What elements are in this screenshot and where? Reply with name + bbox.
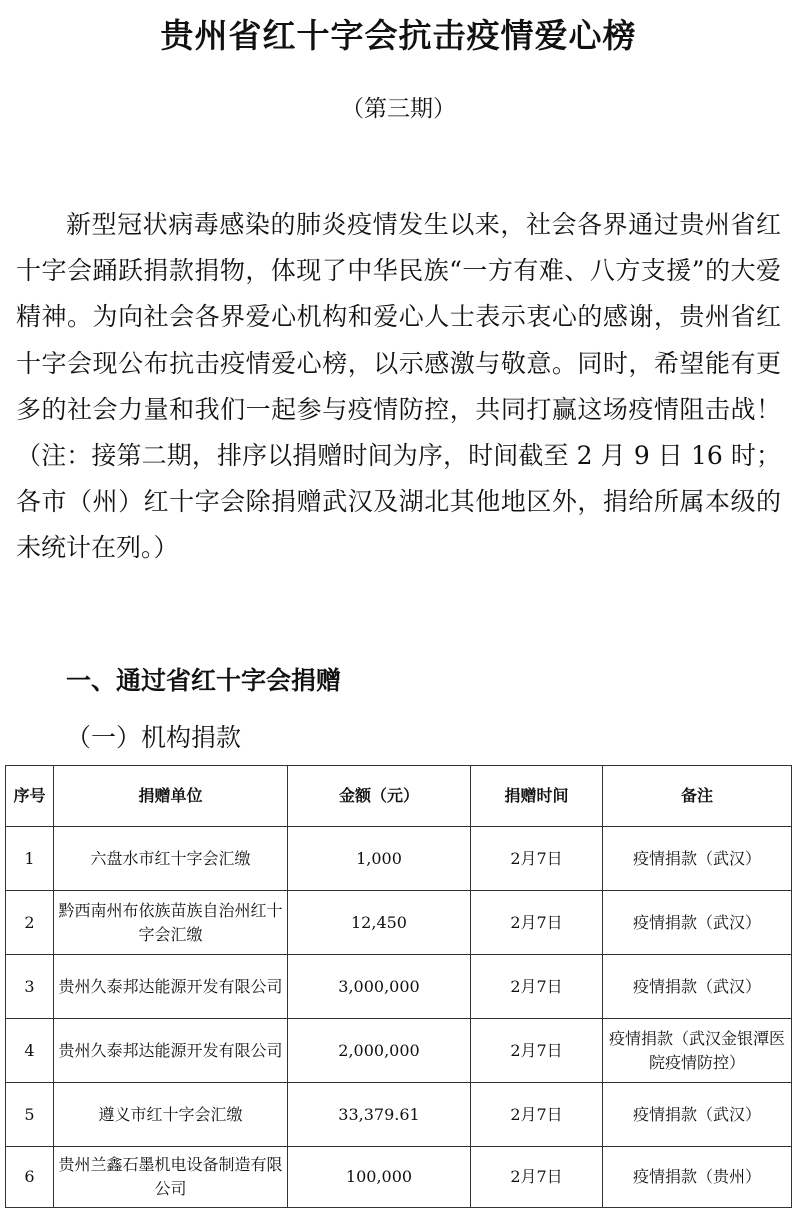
cell-time: 2月7日	[471, 1083, 603, 1147]
cell-unit: 贵州久泰邦达能源开发有限公司	[54, 955, 288, 1019]
cell-time: 2月7日	[471, 891, 603, 955]
cell-amount: 33,379.61	[288, 1083, 471, 1147]
document-title: 贵州省红十字会抗击疫情爱心榜	[160, 16, 637, 55]
cell-note: 疫情捐款（武汉）	[603, 891, 792, 955]
cell-note: 疫情捐款（贵州）	[603, 1147, 792, 1208]
header-time: 捐赠时间	[471, 766, 603, 827]
cell-no: 5	[6, 1083, 54, 1147]
cell-amount: 3,000,000	[288, 955, 471, 1019]
cell-no: 4	[6, 1019, 54, 1083]
subsection-heading: （一）机构捐款	[66, 723, 242, 752]
table-row	[6, 955, 792, 1019]
header-no: 序号	[6, 766, 54, 827]
table-row	[6, 827, 792, 891]
cell-no: 6	[6, 1147, 54, 1208]
header-amount: 金额（元）	[288, 766, 471, 827]
table-header-row	[6, 766, 792, 827]
cell-note: 疫情捐款（武汉）	[603, 955, 792, 1019]
table-row	[6, 891, 792, 955]
donation-table	[5, 765, 792, 1208]
cell-note: 疫情捐款（武汉金银潭医院疫情防控）	[603, 1019, 792, 1083]
table-row	[6, 1147, 792, 1208]
table-row	[6, 1019, 792, 1083]
cell-no: 3	[6, 955, 54, 1019]
section-heading: 一、通过省红十字会捐赠	[66, 666, 342, 695]
cell-time: 2月7日	[471, 827, 603, 891]
cell-no: 1	[6, 827, 54, 891]
cell-unit: 贵州久泰邦达能源开发有限公司	[54, 1019, 288, 1083]
cell-time: 2月7日	[471, 1147, 603, 1208]
cell-time: 2月7日	[471, 1019, 603, 1083]
cell-unit: 黔西南州布依族苗族自治州红十字会汇缴	[54, 891, 288, 955]
cell-amount: 1,000	[288, 827, 471, 891]
issue-number: （第三期）	[341, 96, 456, 122]
cell-note: 疫情捐款（武汉）	[603, 827, 792, 891]
cell-time: 2月7日	[471, 955, 603, 1019]
header-note: 备注	[603, 766, 792, 827]
cell-unit: 贵州兰鑫石墨机电设备制造有限公司	[54, 1147, 288, 1208]
cell-amount: 2,000,000	[288, 1019, 471, 1083]
cell-amount: 12,450	[288, 891, 471, 955]
cell-note: 疫情捐款（武汉）	[603, 1083, 792, 1147]
cell-unit: 遵义市红十字会汇缴	[54, 1083, 288, 1147]
header-unit: 捐赠单位	[54, 766, 288, 827]
cell-amount: 100,000	[288, 1147, 471, 1208]
table-row	[6, 1083, 792, 1147]
intro-paragraph: 新型冠状病毒感染的肺炎疫情发生以来，社会各界通过贵州省红十字会踊跃捐款捐物，体现了中华民族“一方有难、八方支援”的大爱精神。为向社会各界爱心机构和爱心人士表示衷心的感谢，贵州省红十字会现公布抗击疫情爱心榜，以示感激与敬意。同时，希望能有更多的社会力量和我们一起参与疫情防控，共同打赢这场疫情阻击战！（注：接第二期，排序以捐赠时间为序，时间截至 2 月 9 日 16 时；各市（州）红十字会除捐赠武汉及湖北其他地区外，捐给所属本级的未统计在列。）	[16, 210, 781, 563]
cell-unit: 六盘水市红十字会汇缴	[54, 827, 288, 891]
cell-no: 2	[6, 891, 54, 955]
